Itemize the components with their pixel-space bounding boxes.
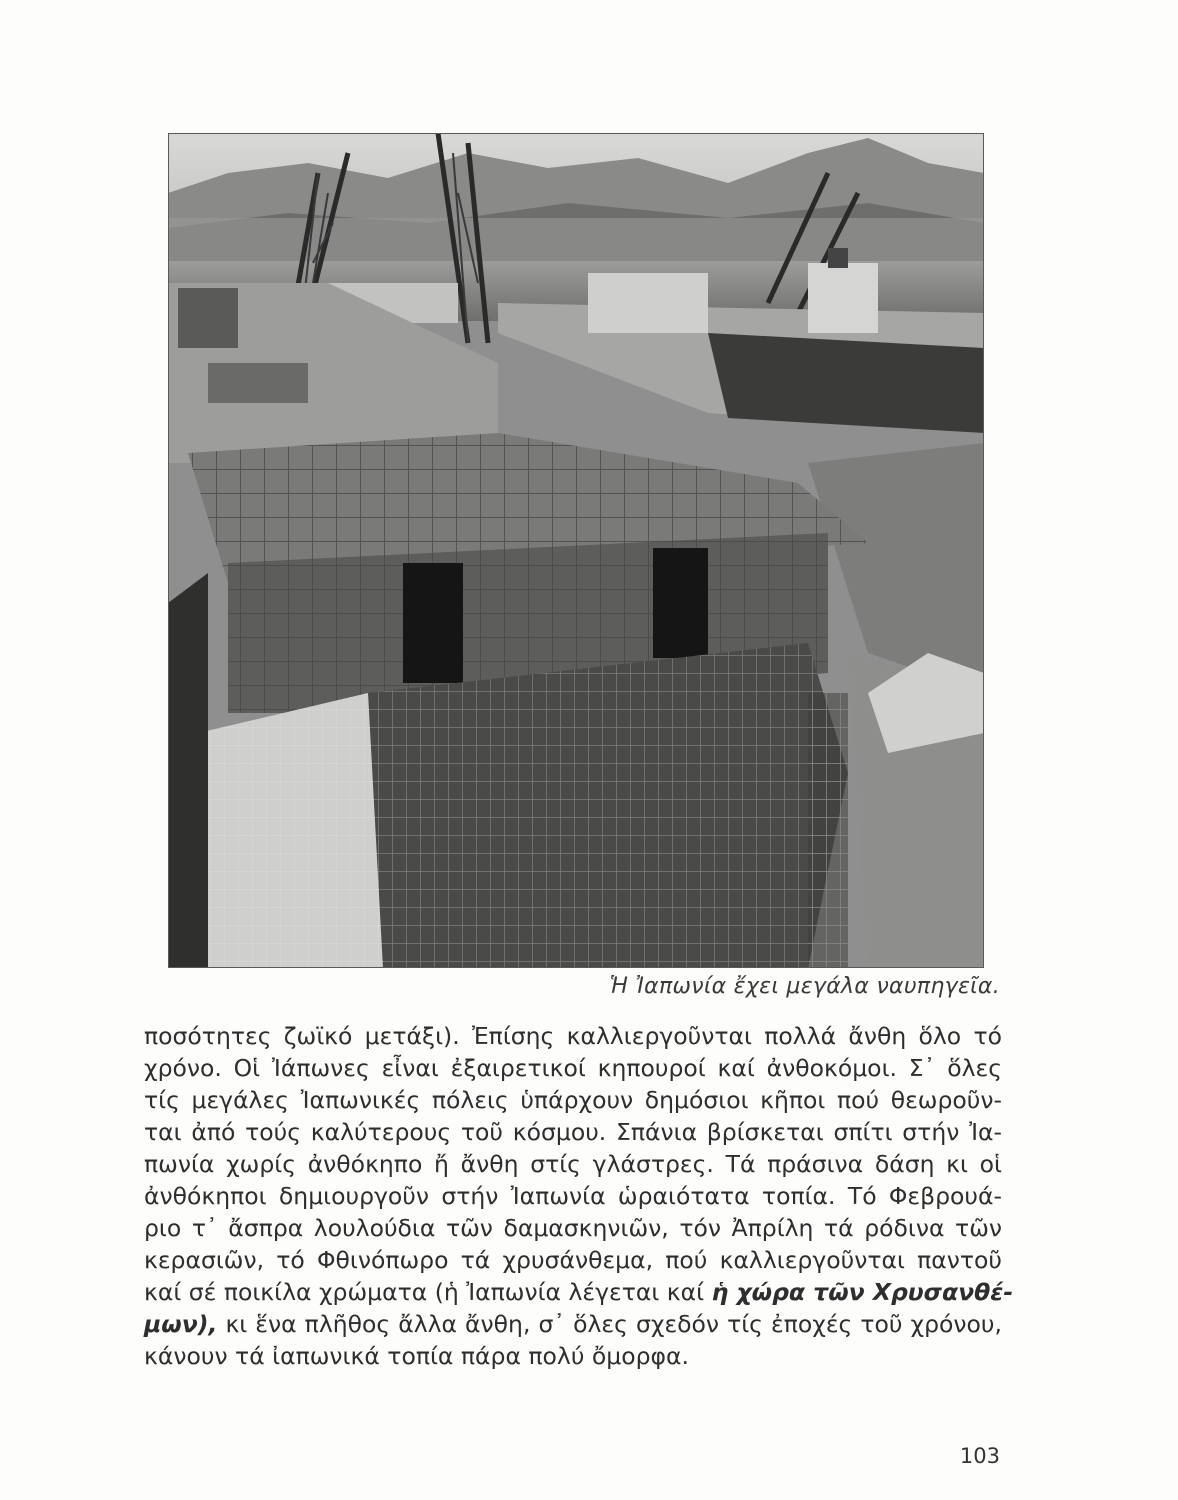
text-line: ἀνθόκηποι δημιουργοῦν στήν Ἰαπωνία ὡραιότατα τοπία. Τό Φεβρουά- xyxy=(144,1182,1002,1210)
photo-caption: Ἡ Ἰαπωνία ἔχει μεγάλα ναυπηγεῖα. xyxy=(609,974,1000,999)
shipyard-photo-illustration xyxy=(168,133,984,968)
text-line: κερασιῶν, τό Φθινόπωρο τά χρυσάνθεμα, πού καλλιεργοῦνται παντοῦ xyxy=(144,1246,1002,1274)
text-line: ται ἀπό τούς καλύτερους τοῦ κόσμου. Σπάνια βρίσκεται σπίτι στήν Ἰα- xyxy=(144,1118,1002,1146)
emphasized-term-end: μων), xyxy=(144,1310,218,1338)
text-line: τίς μεγάλες Ἰαπωνικές πόλεις ὑπάρχουν δημόσιοι κῆποι πού θεωροῦν- xyxy=(144,1086,1002,1114)
text-line: χρόνο. Οἱ Ἰάπωνες εἶναι ἐξαιρετικοί κηπουροί καί ἀνθοκόμοι. Σ᾿ ὅλες xyxy=(144,1054,1002,1082)
text-line-emphasis xyxy=(144,1308,1002,1340)
text-line-emphasis xyxy=(144,1276,1014,1308)
text-line: ποσότητες ζωϊκό μετάξι). Ἐπίσης καλλιεργοῦνται πολλά ἄνθη ὅλο τό xyxy=(144,1022,1002,1050)
text-line-last: κάνουν τά ἰαπωνικά τοπία πάρα πολύ ὄμορφα. xyxy=(144,1342,689,1370)
emphasized-term: ἡ χώρα τῶν Χρυσανθέ- xyxy=(711,1278,1014,1306)
body-paragraph xyxy=(144,1020,1014,1372)
text-line: ριο τ᾿ ἄσπρα λουλούδια τῶν δαμασκηνιῶν, τόν Ἀπρίλη τά ρόδινα τῶν xyxy=(144,1214,1002,1242)
text-fragment: κι ἕνα πλῆθος ἄλλα ἄνθη, σ᾿ ὅλες σχεδόν τίς ἐποχές τοῦ χρόνου, xyxy=(225,1310,1002,1338)
text-fragment: καί σέ ποικίλα χρώματα (ἡ Ἰαπωνία λέγεται καί xyxy=(144,1278,705,1306)
page-number: 103 xyxy=(959,1444,1000,1468)
text-line: πωνία χωρίς ἀνθόκηπο ἤ ἄνθη στίς γλάστρες. Τά πράσινα δάση κι οἱ xyxy=(144,1150,1002,1178)
shipyard-photo xyxy=(168,133,984,968)
